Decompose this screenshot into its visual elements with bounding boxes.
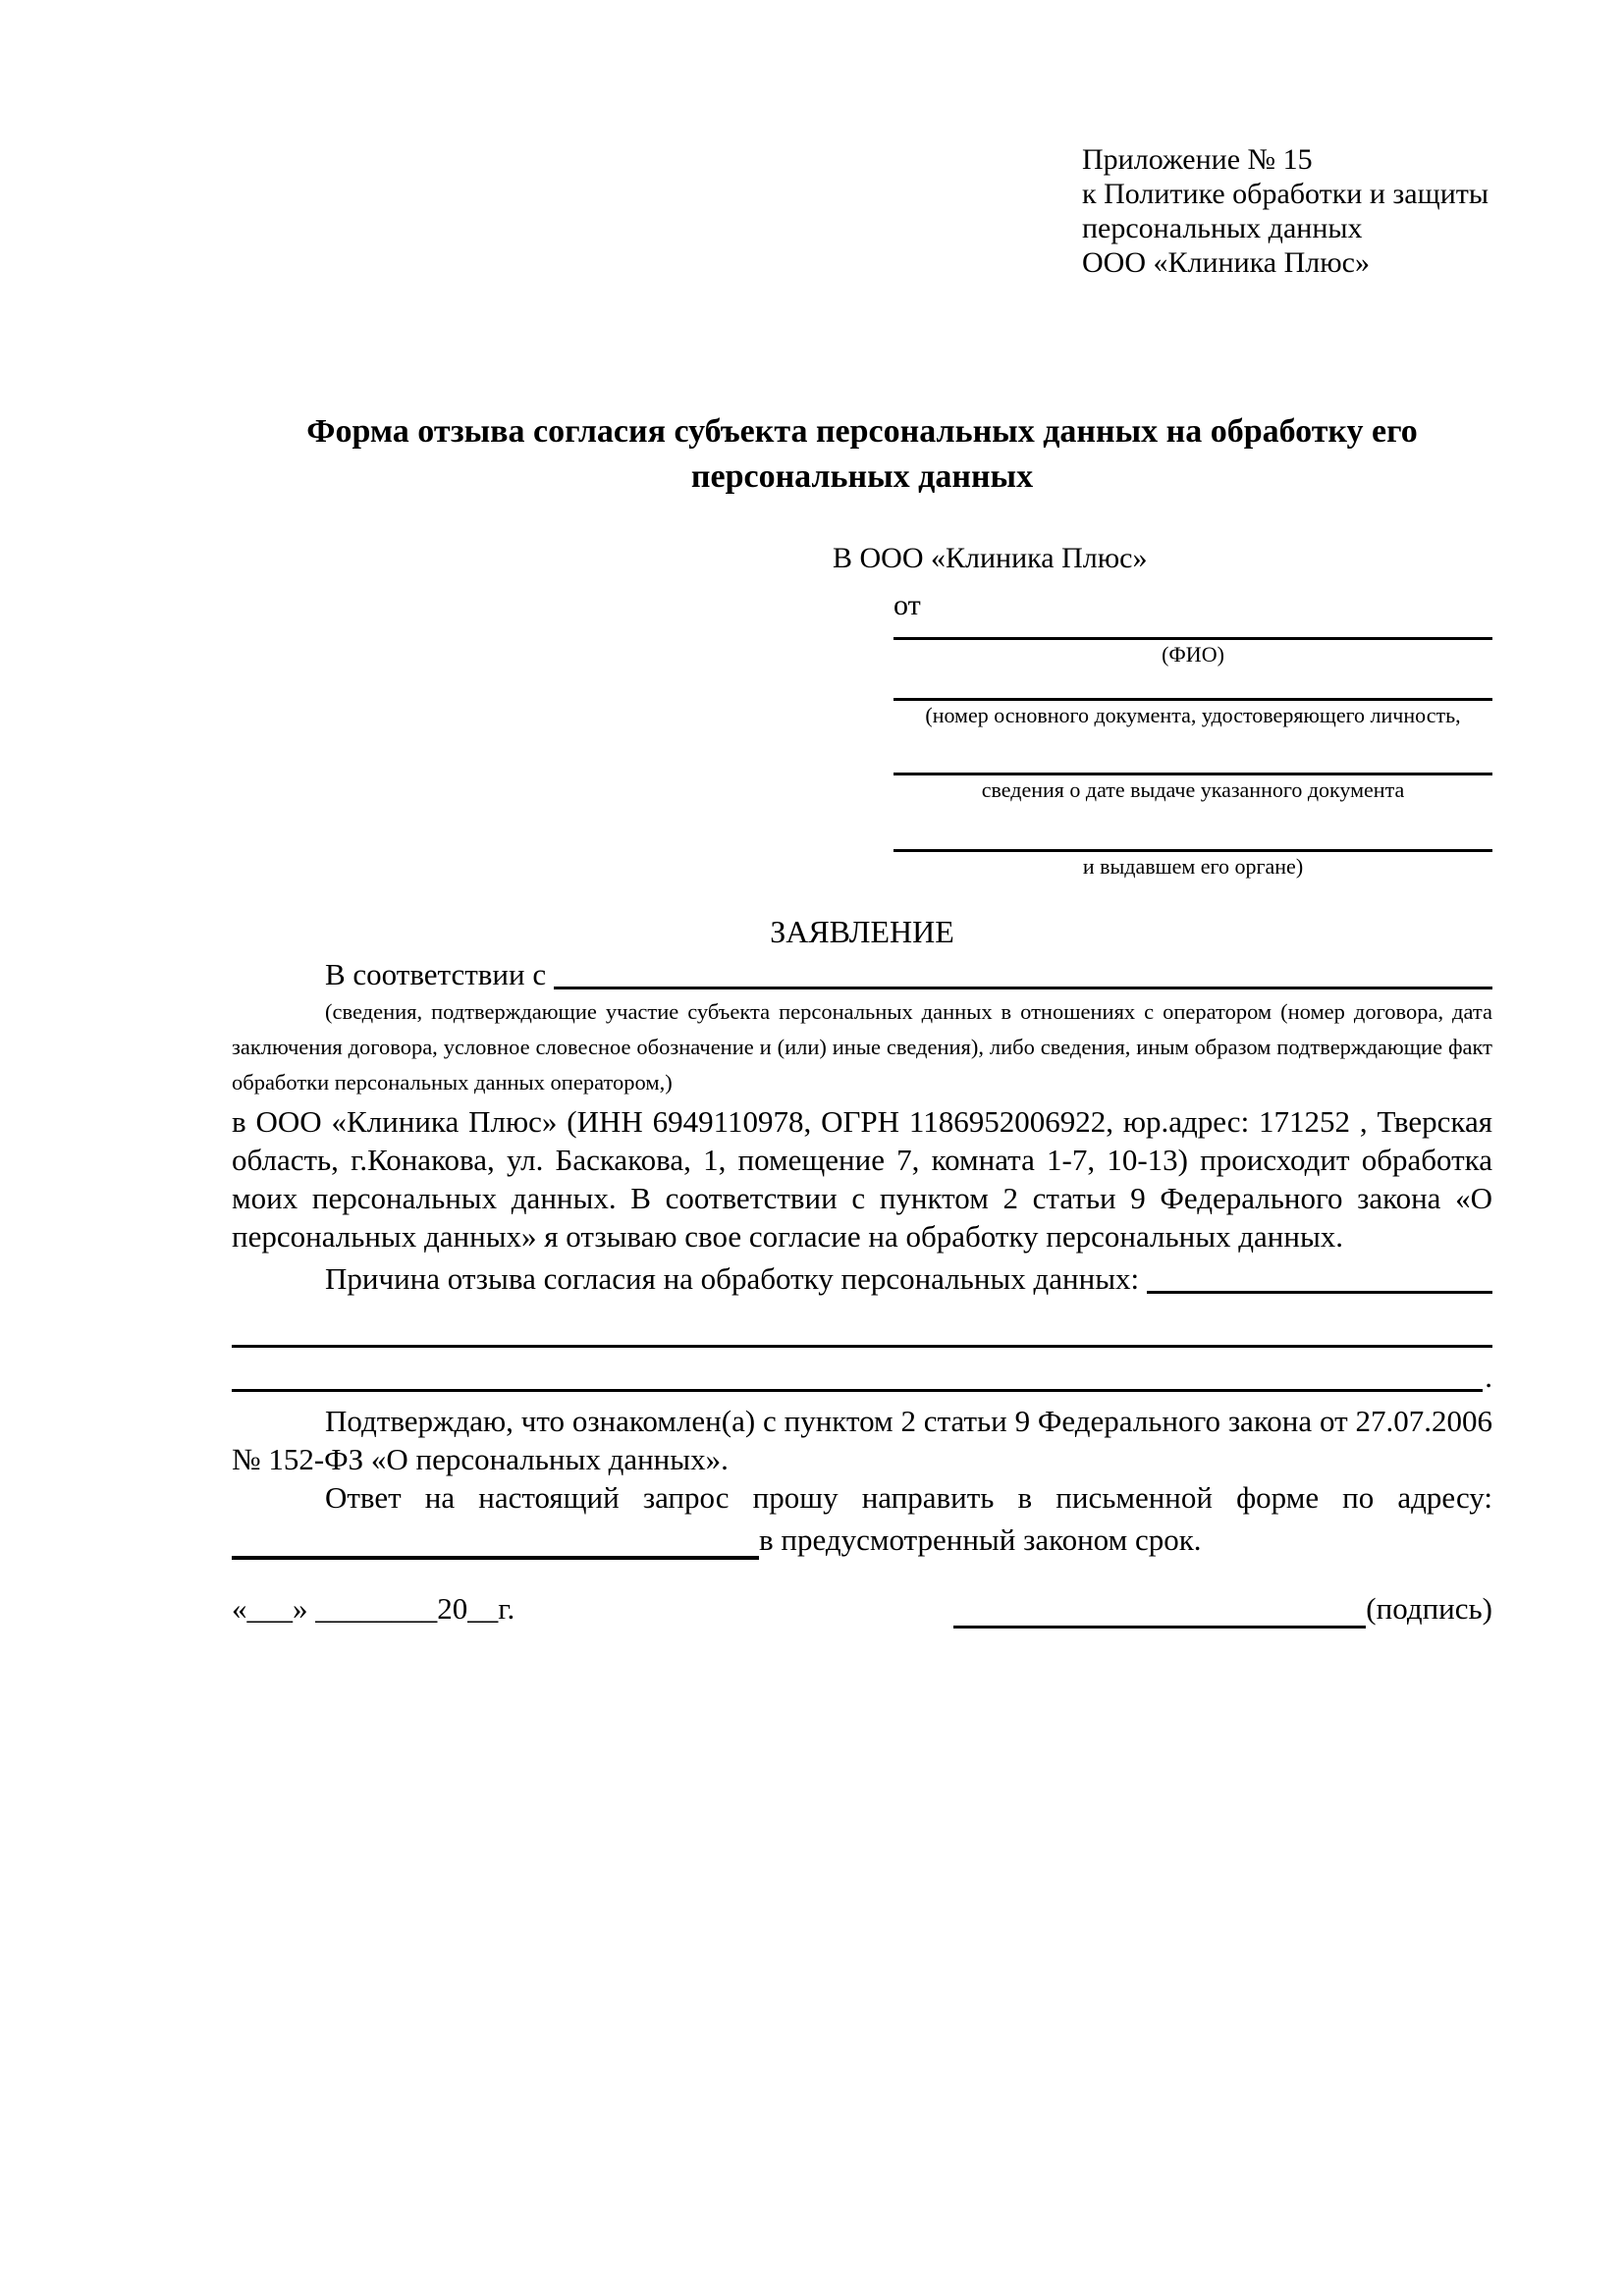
issue-date-field: [893, 773, 1492, 801]
appendix-line: персональных данных: [1082, 212, 1363, 244]
addressee-from-label: от: [893, 589, 921, 621]
reason-blank-line-2: [232, 1299, 1492, 1348]
reply-suffix: в предусмотренный законом срок.: [759, 1522, 1202, 1557]
appendix-line: Приложение № 15: [1082, 143, 1313, 176]
confirmation-paragraph: Подтверждаю, что ознакомлен(а) с пунктом 2 статьи 9 Федерального закона от 27.07.2006 № 152-ФЗ «О персональных данных».: [232, 1404, 1492, 1476]
reason-blank-line: [1147, 1259, 1492, 1294]
signature-block: [953, 1589, 1492, 1629]
signature-caption: (подпись): [1366, 1591, 1492, 1626]
reply-address-line: [232, 1517, 1492, 1560]
appendix-line: ООО «Клиника Плюс»: [1082, 246, 1370, 279]
issuing-authority-caption: и выдавшем его органе): [1082, 854, 1304, 879]
appendix-note: [1082, 142, 1492, 280]
reason-label: Причина отзыва согласия на обработку персональных данных:: [325, 1261, 1140, 1296]
fine-print-note: (сведения, подтверждающие участие субъекта персональных данных в отношениях с оператором (номер договора, дата заключения договора, условное словесное обозначение и (или) иные сведения), либо сведения, иным образом подтверждающие факт обработки персональных данных оператором,): [232, 999, 1492, 1095]
document-number-field: [893, 698, 1492, 726]
address-blank-line: [232, 1526, 759, 1560]
body-paragraph: в ООО «Клиника Плюс» (ИНН 6949110978, ОГРН 1186952006922, юр.адрес: 171252 , Тверская область, г.Конакова, ул. Баскакова, 1, помещение 7, комната 1-7, 10-13) происходит обработка моих персональных данных. В соответствии с пунктом 2 статьи 9 Федерального закона «О персональных данных» я отзываю свое согласие на обработку персональных данных.: [232, 1104, 1492, 1254]
fio-field: [893, 637, 1492, 666]
document-number-caption: (номер основного документа, удостоверяющего личность,: [925, 703, 1461, 727]
addressee-block: [833, 541, 1492, 878]
statement-heading: ЗАЯВЛЕНИЕ: [770, 914, 954, 949]
issuing-authority-field: [893, 849, 1492, 878]
intro-blank-line: [554, 955, 1492, 989]
reason-blank-line-3-rule: [232, 1389, 1483, 1392]
fio-caption: (ФИО): [1162, 642, 1224, 667]
addressee-to: В ООО «Клиника Плюс»: [833, 542, 1148, 574]
footer-row: [232, 1589, 1492, 1629]
appendix-line: к Политике обработки и защиты: [1082, 178, 1489, 210]
intro-prefix: В соответствии с: [325, 957, 547, 991]
issue-date-caption: сведения о дате выдаче указанного документа: [981, 777, 1405, 802]
signature-blank-line: [953, 1597, 1366, 1629]
reply-request-line: Ответ на настоящий запрос прошу направить в письменной форме по адресу:: [325, 1480, 1492, 1515]
reason-blank-line-3: [232, 1348, 1492, 1392]
date-blank: «___» ________20__г.: [232, 1591, 515, 1626]
intro-line: [232, 955, 1492, 994]
reason-line: [232, 1259, 1492, 1299]
blank-line-terminator: .: [1485, 1360, 1492, 1394]
document-title: Форма отзыва согласия субъекта персональных данных на обработку его персональных данных: [306, 413, 1418, 495]
